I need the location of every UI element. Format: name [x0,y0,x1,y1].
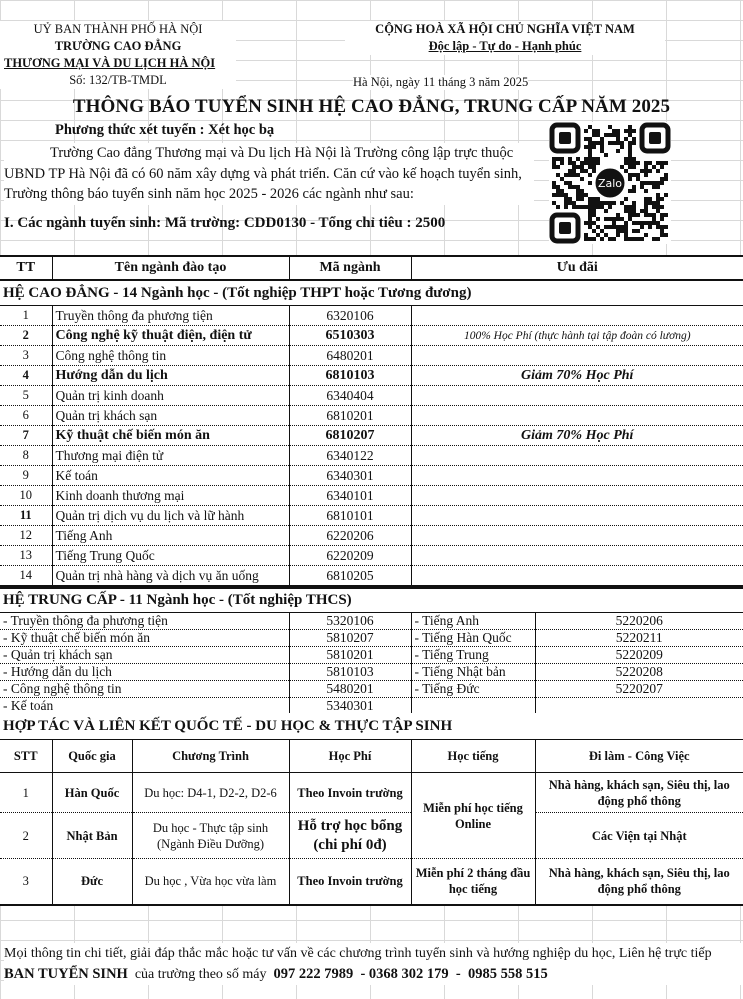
program-code: 6810101 [289,506,411,526]
program-perk [411,386,743,406]
program-name: Truyền thông đa phương tiện [52,306,289,326]
table-row [0,486,743,506]
header-left [0,21,236,89]
program-code: 6340122 [289,446,411,466]
program-name: Công nghệ thông tin [52,346,289,366]
right-program-name: - Tiếng Hàn Quốc [411,630,535,647]
table-row [0,630,743,647]
section-row-vocational [0,588,743,613]
table-header-row [0,740,743,773]
table-row [0,546,743,566]
row-number: 13 [0,546,52,566]
table-row [0,506,743,526]
left-program-name: - Kỹ thuật chế biến món ăn [0,630,289,647]
table-row [0,326,743,346]
program-name: Công nghệ kỹ thuật điện, điện tử [52,326,289,346]
row-number: 10 [0,486,52,506]
section-row-international [0,713,743,740]
section-heading: I. Các ngành tuyển sinh: Mã trường: CDD0130 - Tổng chỉ tiêu : 2500 [4,215,446,231]
right-program-code: 5220211 [535,630,743,647]
national-motto: Độc lập - Tự do - Hạnh phúc [345,38,665,55]
program-name: Kinh doanh thương mại [52,486,289,506]
program-code: 6810205 [289,566,411,587]
table-header-row [0,256,743,280]
stt-cell: 1 [0,773,52,813]
row-number: 11 [0,506,52,526]
document-number: Số: 132/TB-TMDL [0,72,236,89]
international-programs-table [0,713,743,906]
table-row [0,813,743,859]
program-name: Quản trị nhà hàng và dịch vụ ăn uống [52,566,289,587]
col-header-name: Tên ngành đào tạo [52,256,289,280]
authority-name: UỶ BAN THÀNH PHỐ HÀ NỘI [0,21,236,38]
left-program-code: 5810103 [289,664,411,681]
program-perk [411,346,743,366]
left-program-code: 5810207 [289,630,411,647]
row-number: 2 [0,326,52,346]
program-cell: Du học - Thực tập sinh (Ngành Điều Dưỡng) [132,813,289,859]
program-name: Quản trị kinh doanh [52,386,289,406]
job-cell: Nhà hàng, khách sạn, Siêu thị, lao động phổ thông [535,859,743,905]
program-code: 6810201 [289,406,411,426]
program-perk: Giảm 70% Học Phí [411,426,743,446]
right-program-name: - Tiếng Đức [411,681,535,698]
table-row [0,346,743,366]
col-header-tt: TT [0,256,52,280]
program-perk: Giảm 70% Học Phí [411,366,743,386]
job-cell: Các Viện tại Nhật [535,813,743,859]
row-number: 8 [0,446,52,466]
school-name-line1: TRƯỜNG CAO ĐẲNG [0,38,236,55]
header-right [345,21,665,55]
program-code: 6340404 [289,386,411,406]
table-row [0,566,743,587]
col-header-job: Đi làm - Công Việc [535,740,743,773]
left-program-code: 5320106 [289,613,411,630]
right-program-code: 5220209 [535,647,743,664]
program-cell: Du học , Vừa học vừa làm [132,859,289,905]
job-cell: Nhà hàng, khách sạn, Siêu thị, lao động phổ thông [535,773,743,813]
left-program-code: 5810201 [289,647,411,664]
footer-text: Mọi thông tin chi tiết, giải đáp thắc mắc hoặc tư vấn về các chương trình tuyển sinh và hướng nghiệp du học, Liên hệ trực tiếp [4,946,712,961]
contact-footer [4,943,743,985]
program-code: 6340301 [289,466,411,486]
program-name: Tiếng Trung Quốc [52,546,289,566]
left-program-name: - Kế toán [0,698,289,716]
stt-cell: 3 [0,859,52,905]
phone-numbers: 097 222 7989 - 0368 302 179 - 0985 558 515 [273,966,548,982]
intro-text: Trường Cao đẳng Thương mại và Du lịch Hà Nội là Trường công lập trực thuộc UBND TP Hà Nội đã có 60 năm xây dựng và phát triển. Căn cứ vào kế hoạch tuyển sinh, Trường thông báo tuyển sinh năm học 2025 - 2026 các ngành như sau: [4,145,522,202]
program-perk [411,506,743,526]
col-header-stt: STT [0,740,52,773]
right-program-code: 5220206 [535,613,743,630]
program-code: 6810207 [289,426,411,446]
table-row [0,681,743,698]
right-program-name: - Tiếng Nhật bản [411,664,535,681]
fee-cell: Hỗ trợ học bổng (chi phí 0đ) [289,813,411,859]
col-header-perk: Ưu đãi [411,256,743,280]
school-name-line2: THƯƠNG MẠI VÀ DU LỊCH HÀ NỘI [0,55,236,72]
fee-cell: Theo Invoin trường [289,773,411,813]
program-code: 6320106 [289,306,411,326]
footer-text-2: của trường theo số máy [127,967,274,982]
admission-method: Phương thức xét tuyển : Xét học bạ [55,122,275,138]
right-program-name: - Tiếng Anh [411,613,535,630]
section-title-vocational: HỆ TRUNG CẤP - 11 Ngành học - (Tốt nghiệp THCS) [0,588,743,613]
table-row [0,859,743,905]
zalo-logo-text: Zalo [597,177,623,190]
left-program-code: 5340301 [289,698,411,716]
program-name: Thương mại điện tử [52,446,289,466]
right-program-code: 5220208 [535,664,743,681]
section-title-college: HỆ CAO ĐẲNG - 14 Ngành học - (Tốt nghiệp THPT hoặc Tương đương) [0,280,743,306]
stt-cell: 2 [0,813,52,859]
program-perk [411,446,743,466]
table-row [0,664,743,681]
page-title: THÔNG BÁO TUYỂN SINH HỆ CAO ĐẲNG, TRUNG CẤP NĂM 2025 [72,96,671,117]
program-name: Quản trị dịch vụ du lịch và lữ hành [52,506,289,526]
program-code: 6220206 [289,526,411,546]
row-number: 7 [0,426,52,446]
table-row [0,426,743,446]
col-header-fee: Học Phí [289,740,411,773]
table-row [0,526,743,546]
row-number: 6 [0,406,52,426]
table-row [0,306,743,326]
program-code: 6510303 [289,326,411,346]
left-program-name: - Truyền thông đa phương tiện [0,613,289,630]
row-number: 12 [0,526,52,546]
section-title-international: HỢP TÁC VÀ LIÊN KẾT QUỐC TẾ - DU HỌC & THỰC TẬP SINH [0,713,743,740]
college-programs-table [0,255,743,587]
row-number: 9 [0,466,52,486]
admissions-office: BAN TUYỂN SINH [4,966,128,982]
program-perk [411,466,743,486]
program-name: Kế toán [52,466,289,486]
program-perk [411,486,743,506]
language-cell: Miễn phí học tiếng Online [411,773,535,859]
country-cell: Nhật Bản [52,813,132,859]
program-name: Quản trị khách sạn [52,406,289,426]
program-code: 6340101 [289,486,411,506]
program-name: Tiếng Anh [52,526,289,546]
vocational-programs-table [0,587,743,716]
row-number: 14 [0,566,52,587]
program-code: 6810103 [289,366,411,386]
table-row [0,386,743,406]
table-row [0,406,743,426]
program-name: Hướng dẫn du lịch [52,366,289,386]
program-perk: 100% Học Phí (thực hành tại tập đoàn có lương) [411,326,743,346]
table-row [0,647,743,664]
program-code: 6220209 [289,546,411,566]
row-number: 4 [0,366,52,386]
row-number: 5 [0,386,52,406]
country-cell: Hàn Quốc [52,773,132,813]
program-perk [411,406,743,426]
nation-name: CỘNG HOÀ XÃ HỘI CHỦ NGHĨA VIỆT NAM [345,21,665,38]
left-program-name: - Quản trị khách sạn [0,647,289,664]
document-date: Hà Nội, ngày 11 tháng 3 năm 2025 [353,75,529,89]
table-row [0,366,743,386]
left-program-name: - Công nghệ thông tin [0,681,289,698]
program-perk [411,526,743,546]
section-row-college [0,280,743,306]
left-program-code: 5480201 [289,681,411,698]
program-perk [411,566,743,587]
intro-paragraph [4,143,534,205]
col-header-language: Học tiếng [411,740,535,773]
col-header-country: Quốc gia [52,740,132,773]
program-name: Kỹ thuật chế biến món ăn [52,426,289,446]
qr-code-graphic [549,122,671,244]
language-cell: Miễn phí 2 tháng đầu học tiếng [411,859,535,905]
table-row [0,446,743,466]
fee-cell: Theo Invoin trường [289,859,411,905]
program-code: 6480201 [289,346,411,366]
table-row [0,466,743,486]
row-number: 3 [0,346,52,366]
left-program-name: - Hướng dẫn du lịch [0,664,289,681]
program-perk [411,306,743,326]
table-row [0,773,743,813]
col-header-code: Mã ngành [289,256,411,280]
row-number: 1 [0,306,52,326]
program-perk [411,546,743,566]
qr-code-icon[interactable] [549,122,671,244]
right-program-code: 5220207 [535,681,743,698]
table-row [0,613,743,630]
program-cell: Du học: D4-1, D2-2, D2-6 [132,773,289,813]
country-cell: Đức [52,859,132,905]
right-program-name: - Tiếng Trung [411,647,535,664]
col-header-program: Chương Trình [132,740,289,773]
